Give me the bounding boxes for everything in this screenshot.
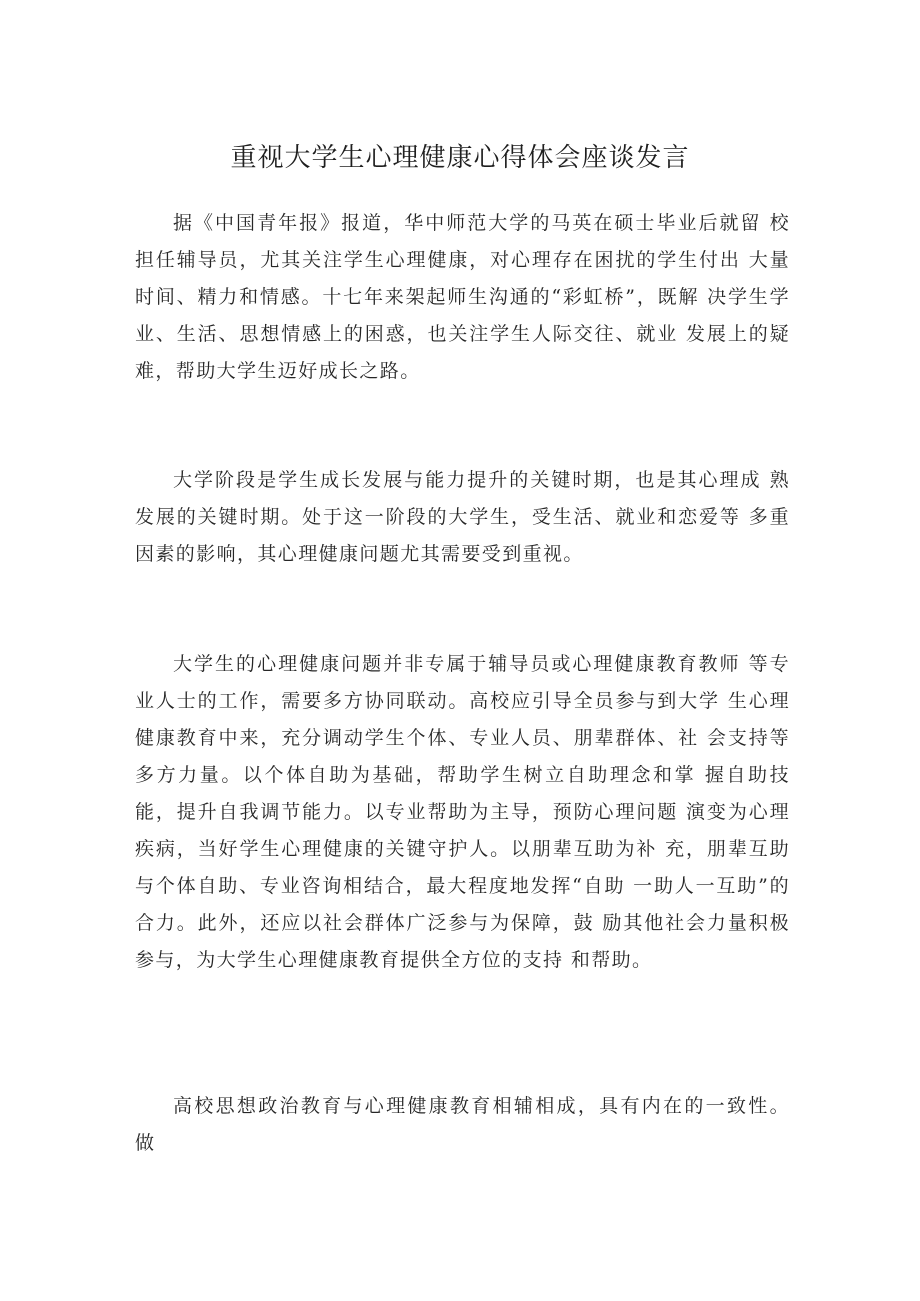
document-title: 重视大学生心理健康心得体会座谈发言: [230, 143, 690, 173]
paragraph-4: 高校思想政治教育与心理健康教育相辅相成，具有内在的一致性。 做: [135, 1095, 790, 1154]
paragraph-2: 大学阶段是学生成长发展与能力提升的关键时期，也是其心理成 熟发展的关键时期。处于这一阶段的大学生，受生活、就业和恋爱等 多重因素的影响，其心理健康问题尤其需要受到重视。: [135, 469, 790, 565]
paragraph-1: 据《中国青年报》报道，华中师范大学的马英在硕士毕业后就留 校担任辅导员，尤其关注学生心理健康，对心理存在困扰的学生付出 大量时间、精力和情感。十七年来架起师生沟通的“彩虹桥”，既解 决学生学业、生活、思想情感上的困惑，也关注学生人际交往、就业 发展上的疑难，帮助大学生迈好成长之路。: [135, 212, 790, 382]
paragraph-3: 大学生的心理健康问题并非专属于辅导员或心理健康教育教师 等专业人士的工作，需要多方协同联动。高校应引导全员参与到大学 生心理健康教育中来，充分调动学生个体、专业人员、朋辈群体、社 会支持等多方力量。以个体自助为基础，帮助学生树立自助理念和掌 握自助技能，提升自我调节能力。以专业帮助为主导，预防心理问题 演变为心理疾病，当好学生心理健康的关键守护人。以朋辈互助为补 充，朋辈互助与个体自助、专业咨询相结合，最大程度地发挥“自助 一助人一互助”的合力。此外，还应以社会群体广泛参与为保障，鼓 励其他社会力量积极参与，为大学生心理健康教育提供全方位的支持 和帮助。: [135, 653, 790, 971]
